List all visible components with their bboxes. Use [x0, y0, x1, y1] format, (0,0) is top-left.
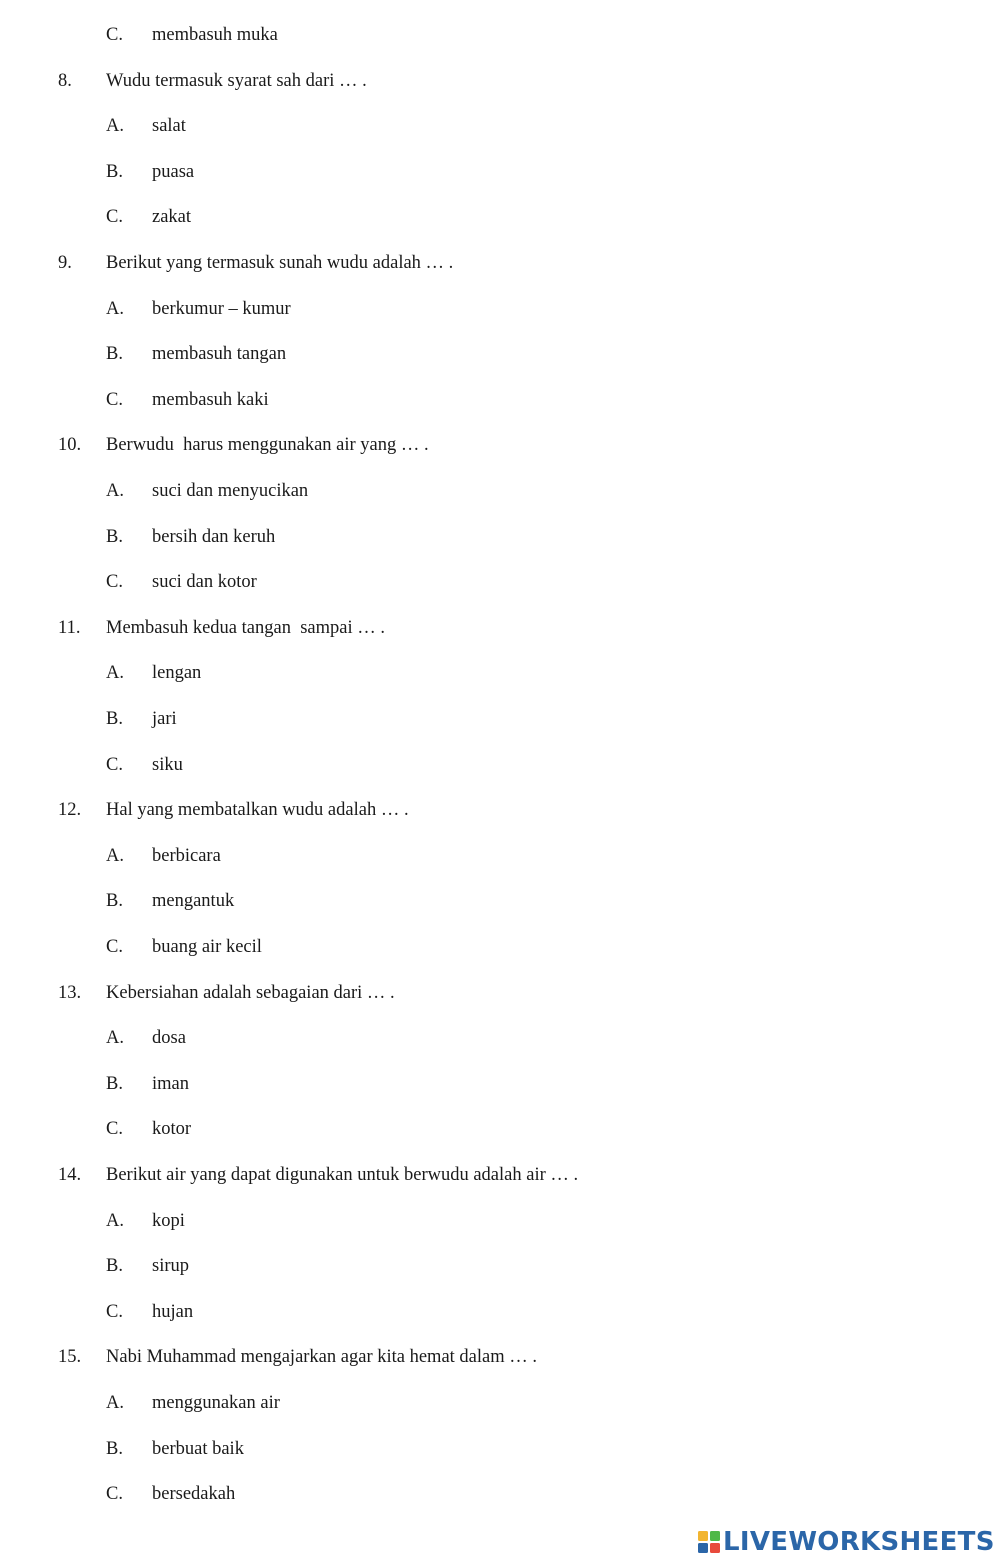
option-letter: C.: [106, 754, 123, 775]
option-text: berkumur – kumur: [152, 298, 291, 319]
option-text: suci dan menyucikan: [152, 481, 309, 501]
option-letter: C.: [106, 207, 123, 228]
liveworksheets-watermark: [698, 1525, 995, 1559]
option-text: hujan: [152, 1301, 194, 1322]
question-text: Kebersiahan adalah sebagaian dari … .: [106, 982, 395, 1003]
option-letter: A.: [106, 1028, 124, 1049]
question-number: 13.: [58, 982, 82, 1003]
option-letter: B.: [106, 344, 123, 365]
option-letter: C.: [106, 389, 123, 410]
option-text: zakat: [152, 207, 192, 228]
question-text: Membasuh kedua tangan sampai … .: [106, 617, 385, 638]
option-text: membasuh kaki: [152, 389, 269, 410]
watermark-text: LIVEWORKSHEETS: [723, 1527, 995, 1557]
option-letter: C.: [106, 1484, 123, 1505]
option-text: sirup: [152, 1256, 189, 1277]
option-letter: C.: [106, 1301, 123, 1322]
question-number: 10.: [58, 435, 82, 456]
option-text: lengan: [152, 663, 202, 684]
option-text: dosa: [152, 1028, 186, 1049]
option-text: membasuh tangan: [152, 344, 287, 365]
option-letter: A.: [106, 481, 124, 501]
option-text: berbicara: [152, 845, 221, 866]
question-text: Nabi Muhammad mengajarkan agar kita hemat dalam … .: [106, 1347, 538, 1368]
option-letter: B.: [106, 161, 123, 182]
option-text: bersih dan keruh: [152, 526, 276, 547]
question-text: Berwudu harus menggunakan air yang … .: [106, 435, 429, 456]
option-text: mengantuk: [152, 891, 235, 912]
option-text: jari: [152, 709, 177, 729]
option-letter: A.: [106, 116, 124, 137]
option-letter: A.: [106, 663, 124, 684]
question-number: 15.: [58, 1347, 82, 1368]
liveworksheets-logo-icon: [698, 1531, 720, 1553]
question-number: 12.: [58, 800, 82, 821]
option-text: suci dan kotor: [152, 572, 257, 593]
option-letter: A.: [106, 1210, 124, 1231]
question-text: Berikut yang termasuk sunah wudu adalah … .: [106, 253, 454, 273]
question-number: 9.: [58, 253, 72, 273]
question-text: Berikut air yang dapat digunakan untuk berwudu adalah air … .: [106, 1165, 579, 1185]
option-text: kopi: [152, 1210, 185, 1231]
option-text: siku: [152, 754, 183, 775]
question-number: 14.: [58, 1165, 82, 1185]
question-text: Hal yang membatalkan wudu adalah … .: [106, 800, 409, 821]
option-letter: C.: [106, 25, 123, 45]
option-letter: A.: [106, 845, 124, 866]
option-text: buang air kecil: [152, 937, 262, 957]
option-text: salat: [152, 116, 186, 137]
option-letter: B.: [106, 1438, 123, 1459]
option-text: menggunakan air: [152, 1393, 280, 1413]
option-letter: B.: [106, 526, 123, 547]
option-letter: C.: [106, 1119, 123, 1140]
option-letter: B.: [106, 891, 123, 912]
option-text: kotor: [152, 1119, 192, 1140]
option-text: bersedakah: [152, 1484, 236, 1505]
option-letter: C.: [106, 572, 123, 593]
option-letter: A.: [106, 298, 124, 319]
question-number: 8.: [58, 70, 72, 91]
question-number: 11.: [58, 617, 81, 638]
option-text: berbuat baik: [152, 1438, 244, 1459]
option-letter: B.: [106, 709, 123, 729]
question-text: Wudu termasuk syarat sah dari … .: [106, 70, 367, 91]
option-letter: B.: [106, 1256, 123, 1277]
option-text: puasa: [152, 161, 195, 182]
option-letter: A.: [106, 1393, 124, 1413]
option-text: iman: [152, 1073, 189, 1094]
option-letter: B.: [106, 1073, 123, 1094]
option-text: membasuh muka: [152, 25, 278, 45]
option-letter: C.: [106, 937, 123, 957]
